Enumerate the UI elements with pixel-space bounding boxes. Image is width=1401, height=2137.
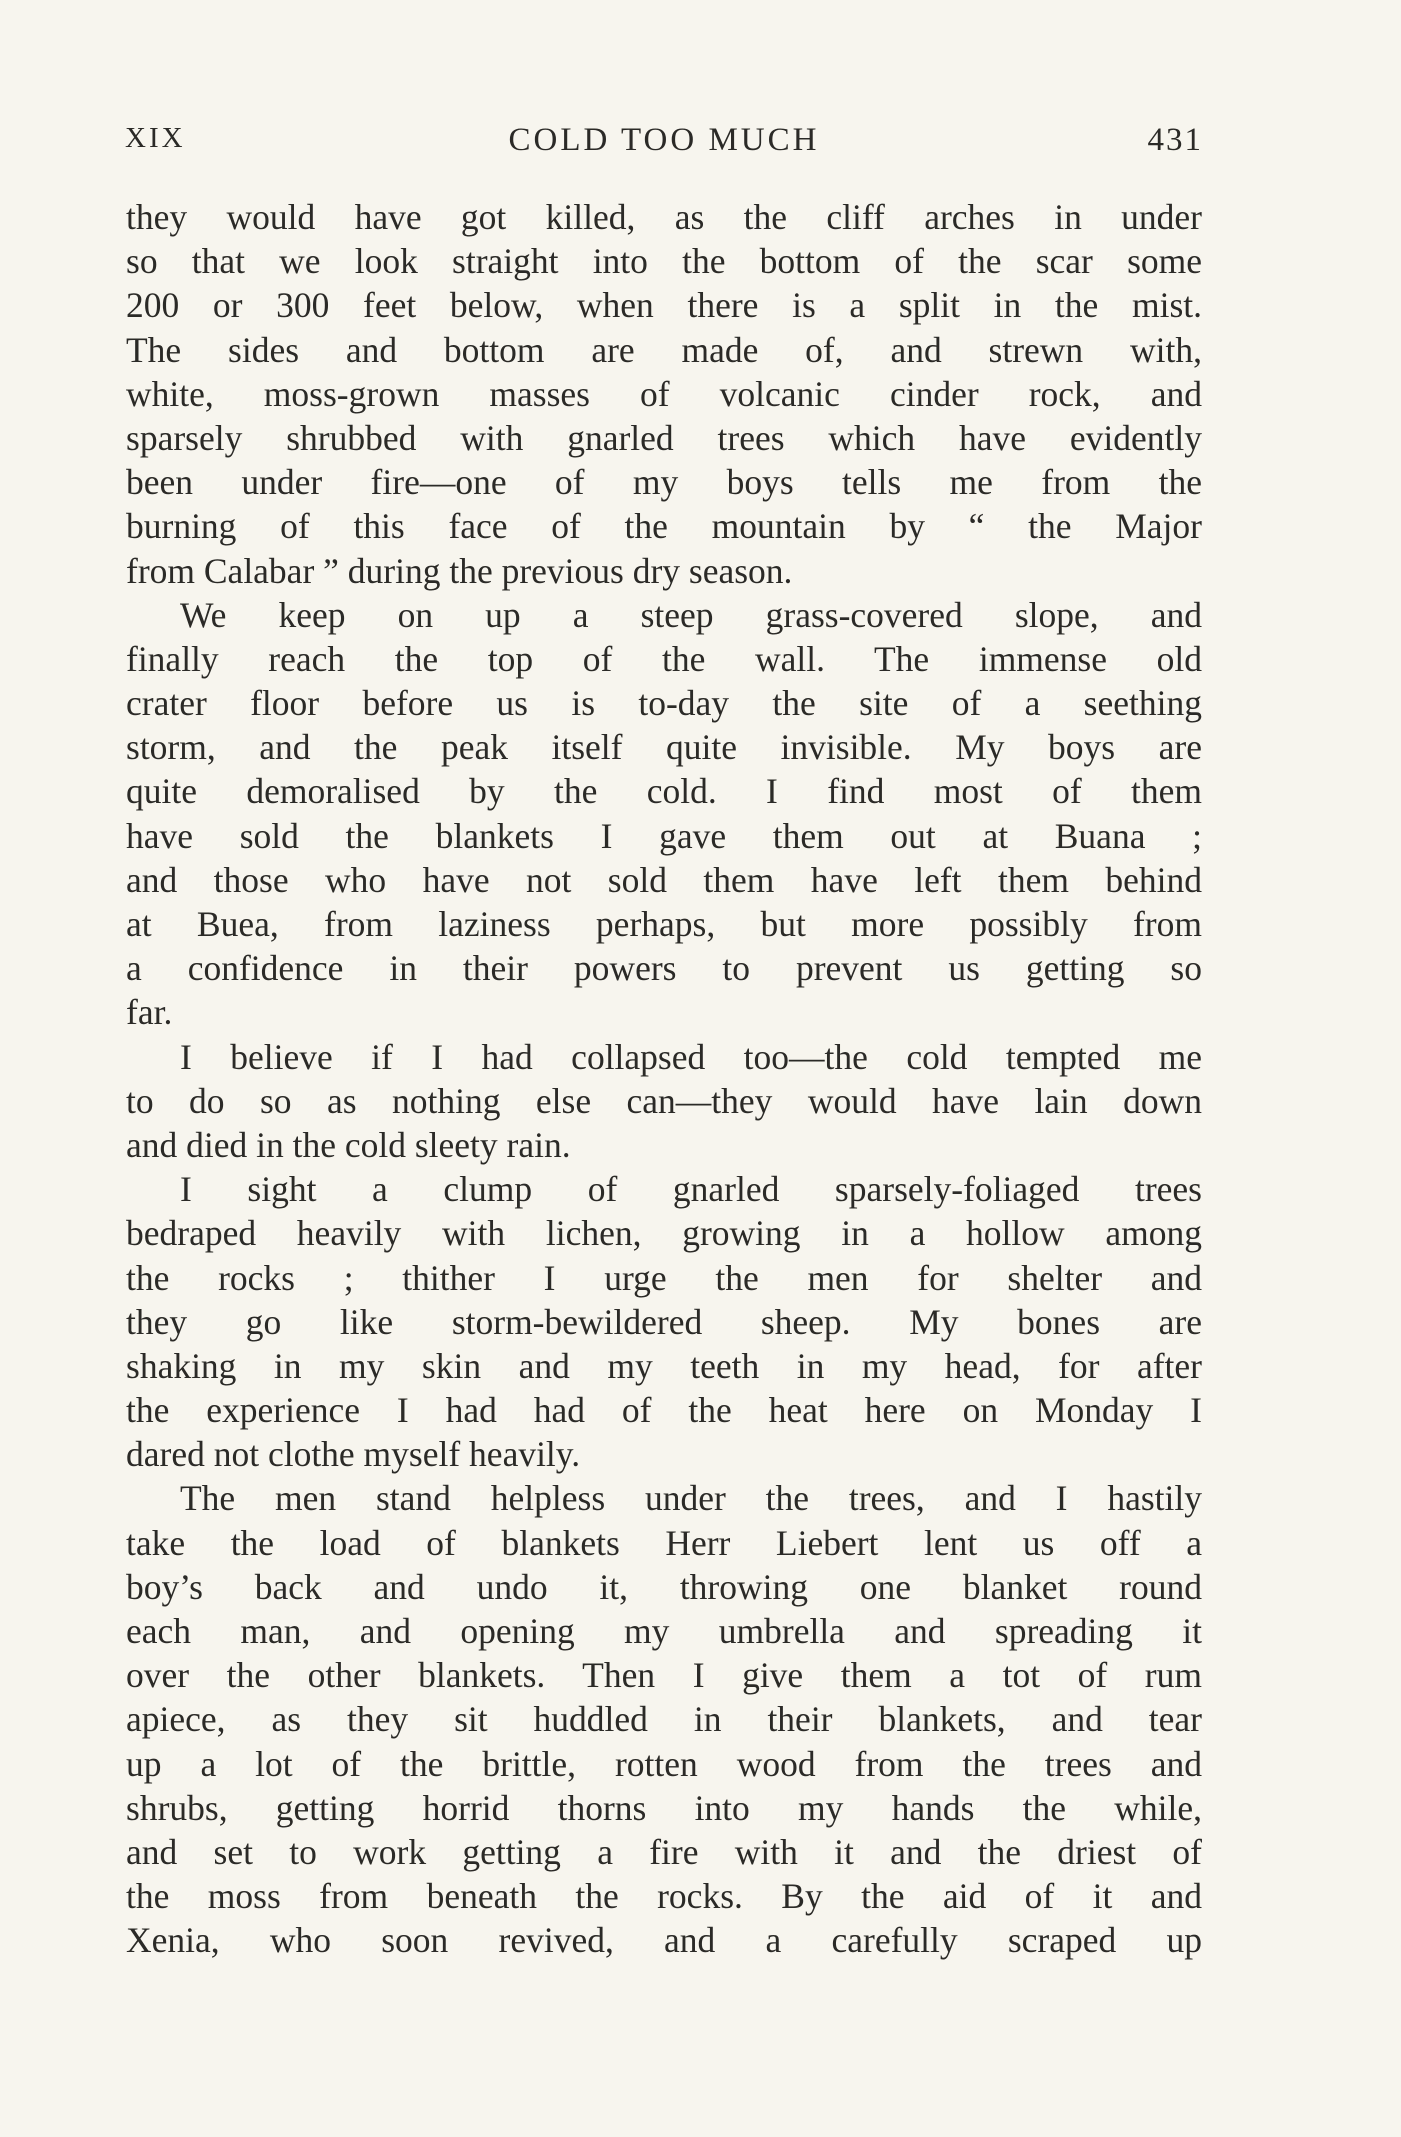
text-line: so that we look straight into the bottom of the scar some bbox=[126, 241, 1202, 282]
body-text bbox=[126, 195, 1202, 1963]
text-line: from Calabar ” during the previous dry season. bbox=[126, 550, 793, 591]
running-head bbox=[125, 122, 1203, 166]
text-line: each man, and opening my umbrella and spreading it bbox=[126, 1611, 1202, 1651]
text-line: I sight a clump of gnarled sparsely-foliaged trees bbox=[180, 1169, 1202, 1210]
text-line: Xenia, who soon revived, and a carefully scraped up bbox=[126, 1920, 1202, 1961]
text-line: the rocks ; thither I urge the men for shelter and bbox=[126, 1257, 1202, 1298]
text-line: crater floor before us is to-day the site of a seething bbox=[126, 683, 1202, 724]
text-line: and set to work getting a fire with it and the driest of bbox=[126, 1831, 1202, 1872]
text-line: been under fire—one of my boys tells me from the bbox=[126, 462, 1202, 503]
text-line: shrubs, getting horrid thorns into my hands the while, bbox=[126, 1787, 1202, 1828]
text-line: have sold the blankets I gave them out at Buana ; bbox=[126, 815, 1202, 856]
text-line: shaking in my skin and my teeth in my head, for after bbox=[126, 1345, 1202, 1386]
text-line: and those who have not sold them have left them behind bbox=[126, 859, 1202, 900]
text-line: sparsely shrubbed with gnarled trees which have evidently bbox=[126, 417, 1202, 458]
chapter-number: XIX bbox=[125, 122, 186, 154]
text-line: quite demoralised by the cold. I find most of them bbox=[126, 771, 1202, 812]
text-line: the experience I had had of the heat here on Monday I bbox=[126, 1390, 1202, 1431]
text-line: dared not clothe myself heavily. bbox=[126, 1434, 581, 1475]
text-line: burning of this face of the mountain by “ the Major bbox=[126, 506, 1202, 547]
text-line: white, moss-grown masses of volcanic cinder rock, and bbox=[126, 373, 1202, 414]
text-line: and died in the cold sleety rain. bbox=[126, 1124, 571, 1165]
text-line: finally reach the top of the wall. The immense old bbox=[126, 638, 1202, 679]
text-line: to do so as nothing else can—they would have lain down bbox=[126, 1080, 1202, 1121]
text-line: I believe if I had collapsed too—the cold tempted me bbox=[180, 1036, 1202, 1077]
text-line: storm, and the peak itself quite invisible. My boys are bbox=[126, 727, 1202, 768]
text-line: We keep on up a steep grass-covered slope, and bbox=[180, 594, 1202, 635]
text-line: a confidence in their powers to prevent us getting so bbox=[126, 948, 1202, 989]
text-line: The sides and bottom are made of, and strewn with, bbox=[126, 329, 1202, 370]
text-line: far. bbox=[126, 992, 173, 1033]
text-line: they would have got killed, as the cliff arches in under bbox=[126, 197, 1202, 237]
text-line: take the load of blankets Herr Liebert lent us off a bbox=[126, 1522, 1202, 1563]
text-line: at Buea, from laziness perhaps, but more possibly from bbox=[126, 904, 1202, 944]
text-line: boy’s back and undo it, throwing one blanket round bbox=[126, 1566, 1202, 1607]
text-line: up a lot of the brittle, rotten wood from the trees and bbox=[126, 1743, 1202, 1784]
text-line: over the other blankets. Then I give them a tot of rum bbox=[126, 1655, 1202, 1696]
page-number: 431 bbox=[1147, 122, 1203, 158]
chapter-title: COLD TOO MUCH bbox=[508, 122, 820, 158]
text-line: apiece, as they sit huddled in their blankets, and tear bbox=[126, 1699, 1202, 1740]
text-line: they go like storm-bewildered sheep. My bones are bbox=[126, 1301, 1202, 1342]
text-line: The men stand helpless under the trees, and I hastily bbox=[180, 1478, 1202, 1519]
text-line: bedraped heavily with lichen, growing in a hollow among bbox=[126, 1213, 1202, 1254]
text-line: the moss from beneath the rocks. By the aid of it and bbox=[126, 1876, 1202, 1917]
text-line: 200 or 300 feet below, when there is a split in the mist. bbox=[126, 285, 1202, 326]
